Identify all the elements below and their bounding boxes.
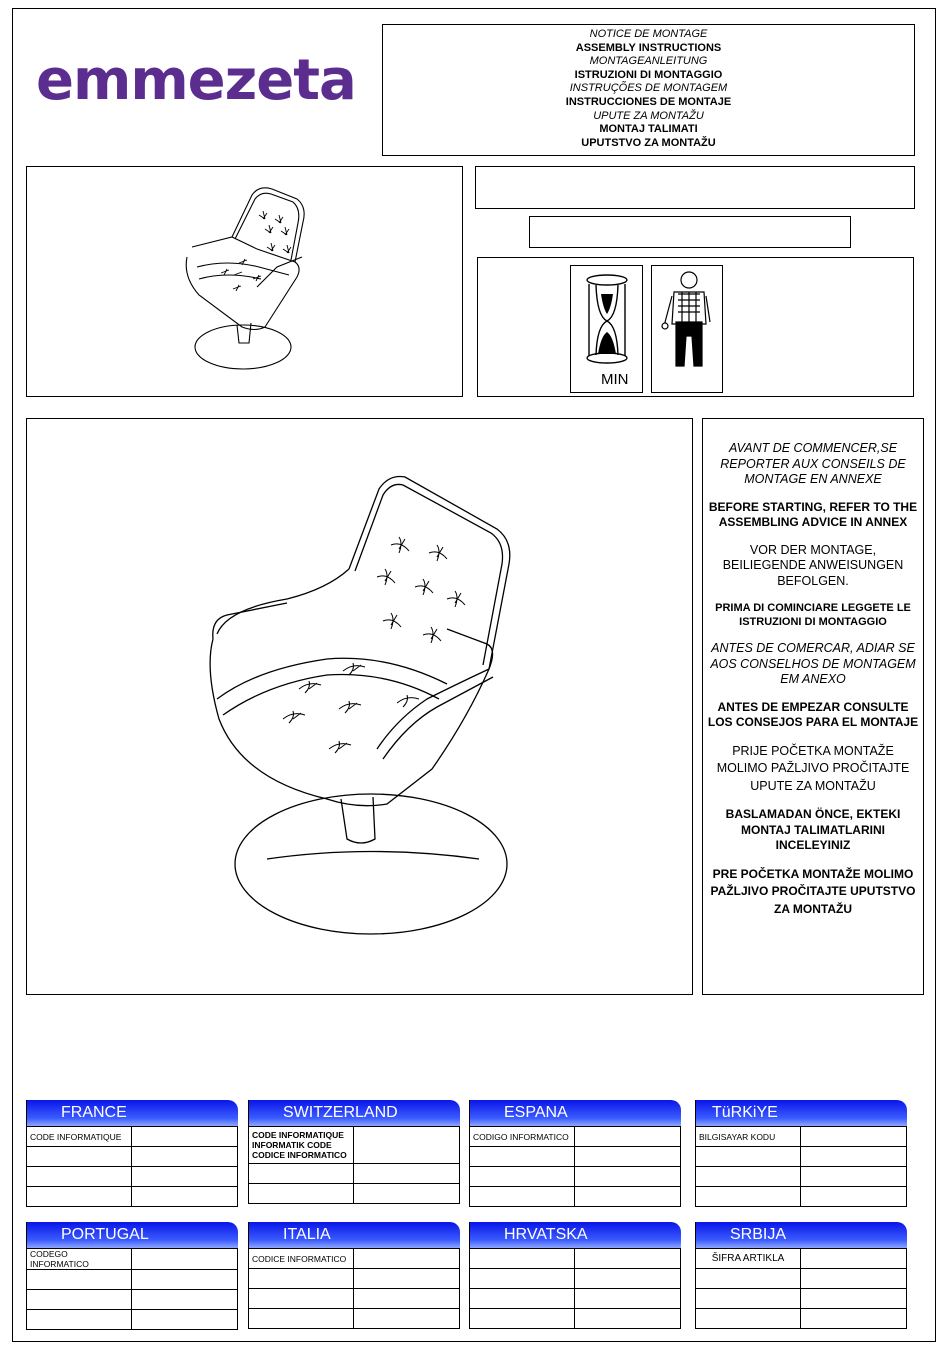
advice-de: VOR DER MONTAGE, BEILIEGENDE ANWEISUNGEN BEFOLGEN.: [722, 542, 904, 588]
code-cell[interactable]: [354, 1269, 460, 1289]
code-cell[interactable]: [575, 1309, 681, 1329]
advice-pt: ANTES DE COMERCAR, ADIAR SE AOS CONSELHOS DE MONTAGEM EM ANEXO: [710, 641, 916, 686]
code-cell[interactable]: [575, 1289, 681, 1309]
code-cell[interactable]: [801, 1187, 907, 1207]
worker-icon: [652, 266, 724, 392]
code-cell[interactable]: [575, 1187, 681, 1207]
main-chair-illustration-box: [26, 418, 693, 995]
country-name: ESPANA: [469, 1100, 681, 1126]
country-table-france: [26, 1100, 238, 1207]
brand-logo: emmezeta: [36, 48, 356, 113]
code-label: CODE INFORMATIQUE INFORMATIK CODE CODICE INFORMATICO: [249, 1127, 354, 1164]
code-cell[interactable]: [801, 1309, 907, 1329]
product-reference-field: [529, 216, 851, 248]
product-name-field: [475, 166, 915, 209]
country-table-italia: [248, 1222, 460, 1329]
country-table-srbija: [695, 1222, 907, 1329]
title-es: INSTRUCCIONES DE MONTAJE: [565, 95, 732, 108]
instructions-title-block: [382, 24, 915, 156]
code-cell[interactable]: [132, 1310, 238, 1330]
title-tr: MONTAJ TALIMATI: [599, 123, 698, 136]
code-cell[interactable]: [575, 1147, 681, 1167]
country-table-turkiye: [695, 1100, 907, 1207]
country-name: PORTUGAL: [26, 1222, 238, 1248]
country-name: TüRKiYE: [695, 1100, 907, 1126]
country-name: SRBIJA: [695, 1222, 907, 1248]
chair-thumbnail-illustration: [27, 167, 464, 398]
code-cell[interactable]: [801, 1249, 907, 1269]
title-hr: UPUTE ZA MONTAŽU: [593, 109, 704, 122]
code-cell[interactable]: [575, 1269, 681, 1289]
code-cell[interactable]: [575, 1249, 681, 1269]
code-cell[interactable]: [354, 1289, 460, 1309]
code-label: [470, 1249, 575, 1269]
code-label: CODICE INFORMATICO: [249, 1249, 354, 1269]
country-table-hrvatska: [469, 1222, 681, 1329]
code-cell[interactable]: [801, 1127, 907, 1147]
code-cell[interactable]: [354, 1184, 460, 1204]
pre-assembly-advice-box: [702, 418, 924, 995]
hourglass-icon: [571, 266, 644, 366]
country-name: ITALIA: [248, 1222, 460, 1248]
title-fr: NOTICE DE MONTAGE: [589, 28, 708, 40]
title-pt: INSTRUÇÕES DE MONTAGEM: [569, 82, 728, 95]
code-cell[interactable]: [132, 1290, 238, 1310]
code-cell[interactable]: [801, 1167, 907, 1187]
country-name: FRANCE: [26, 1100, 238, 1126]
code-cell[interactable]: [801, 1269, 907, 1289]
code-cell[interactable]: [132, 1270, 238, 1290]
country-table-espana: [469, 1100, 681, 1207]
advice-hr: PRIJE POČETKA MONTAŽE MOLIMO PAŽLJIVO PROČITAJTE UPUTE ZA MONTAŽU: [716, 743, 910, 793]
main-chair-illustration: [27, 419, 694, 996]
advice-en: BEFORE STARTING, REFER TO THE ASSEMBLING ADVICE IN ANNEX: [708, 499, 918, 529]
advice-fr: AVANT DE COMMENCER,SE REPORTER AUX CONSEILS DE MONTAGE EN ANNEXE: [720, 441, 906, 486]
code-cell[interactable]: [354, 1309, 460, 1329]
advice-it: PRIMA DI COMINCIARE LEGGETE LE ISTRUZIONI DI MONTAGGIO: [715, 602, 911, 628]
code-cell[interactable]: [801, 1147, 907, 1167]
code-cell[interactable]: [354, 1249, 460, 1269]
code-cell[interactable]: [354, 1127, 460, 1164]
country-table-portugal: [26, 1222, 238, 1330]
code-cell[interactable]: [132, 1187, 238, 1207]
code-cell[interactable]: [132, 1147, 238, 1167]
code-cell[interactable]: [575, 1127, 681, 1147]
code-label: CODEGO INFORMATICO: [27, 1249, 132, 1270]
time-unit-label: MIN: [601, 371, 629, 388]
country-name: HRVATSKA: [469, 1222, 681, 1248]
code-cell[interactable]: [354, 1164, 460, 1184]
country-table-switzerland: [248, 1100, 460, 1204]
people-panel: [651, 265, 723, 393]
code-cell[interactable]: [132, 1127, 238, 1147]
title-it: ISTRUZIONI DI MONTAGGIO: [574, 68, 723, 81]
code-label: BILGISAYAR KODU: [696, 1127, 801, 1147]
title-en: ASSEMBLY INSTRUCTIONS: [575, 41, 722, 54]
code-label: CODIGO INFORMATICO: [470, 1127, 575, 1147]
title-rs: UPUTSTVO ZA MONTAŽU: [581, 136, 716, 149]
advice-es: ANTES DE EMPEZAR CONSULTE LOS CONSEJOS PARA EL MONTAJE: [707, 699, 919, 729]
code-cell[interactable]: [801, 1289, 907, 1309]
assembly-time-panel: [570, 265, 643, 393]
title-de: MONTAGEANLEITUNG: [589, 55, 708, 68]
code-cell[interactable]: [132, 1167, 238, 1187]
country-name: SWITZERLAND: [248, 1100, 460, 1126]
chair-thumbnail-box: [26, 166, 463, 397]
advice-tr: BASLAMADAN ÖNCE, EKTEKI MONTAJ TALIMATLARINI INCELEYINIZ: [725, 807, 901, 852]
code-cell[interactable]: [575, 1167, 681, 1187]
code-label: ŠIFRA ARTIKLA: [696, 1249, 801, 1269]
code-label: CODE INFORMATIQUE: [27, 1127, 132, 1147]
advice-rs: PRE POČETKA MONTAŽE MOLIMO PAŽLJIVO PROČITAJTE UPUTSTVO ZA MONTAŽU: [710, 866, 916, 916]
code-cell[interactable]: [132, 1249, 238, 1270]
